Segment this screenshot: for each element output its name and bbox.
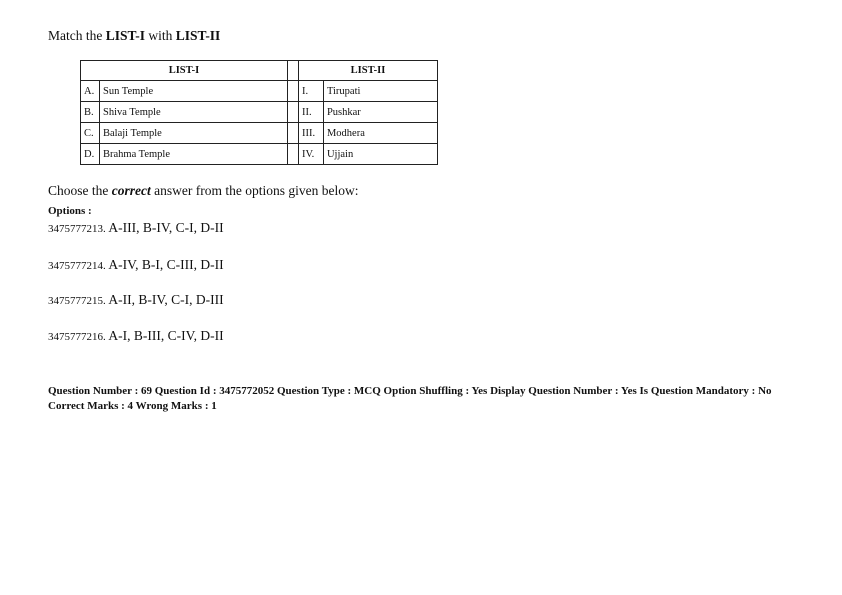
row-gap [287, 102, 298, 123]
option-id: 3475777215. [48, 295, 106, 307]
option-item[interactable] [48, 328, 224, 344]
intro-mid: with [145, 28, 176, 43]
intro-list2: LIST-II [175, 28, 221, 43]
right-code: IV. [298, 144, 323, 165]
right-text: Ujjain [323, 144, 437, 165]
options-label: Options : [48, 205, 92, 217]
row-gap [287, 123, 298, 144]
right-code: II. [298, 102, 323, 123]
left-code: D. [81, 144, 100, 165]
table-row [81, 81, 438, 102]
right-code: I. [298, 81, 323, 102]
prompt-emphasis: correct [111, 183, 151, 198]
table-row [81, 144, 438, 165]
option-text: A-IV, B-I, C-III, D-II [108, 257, 224, 272]
row-gap [287, 144, 298, 165]
left-text: Brahma Temple [100, 144, 288, 165]
intro-prefix: Match the [48, 28, 106, 43]
meta-line-1: Question Number : 69 Question Id : 3475772052 Question Type : MCQ Option Shuffling : Yes Display Question Number : Yes Is Question Mandatory : No [48, 385, 772, 397]
right-code: III. [298, 123, 323, 144]
option-text: A-I, B-III, C-IV, D-II [108, 328, 224, 343]
left-code: A. [81, 81, 100, 102]
right-text: Modhera [323, 123, 437, 144]
row-gap [287, 81, 298, 102]
option-id: 3475777213. [48, 223, 106, 235]
answer-prompt [48, 183, 358, 199]
option-id: 3475777214. [48, 260, 106, 272]
left-text: Shiva Temple [100, 102, 288, 123]
option-text: A-II, B-IV, C-I, D-III [108, 292, 224, 307]
question-meta [48, 384, 788, 414]
table-row [81, 102, 438, 123]
table-header-row [81, 61, 438, 81]
table-row [81, 123, 438, 144]
option-item[interactable] [48, 257, 224, 273]
intro-list1: LIST-I [105, 28, 146, 43]
option-id: 3475777216. [48, 331, 106, 343]
left-text: Sun Temple [100, 81, 288, 102]
prompt-suffix: answer from the options given below: [150, 183, 359, 198]
header-list1: LIST-I [81, 61, 288, 81]
option-text: A-III, B-IV, C-I, D-II [108, 220, 224, 235]
left-code: B. [81, 102, 100, 123]
header-list2: LIST-II [298, 61, 437, 81]
prompt-prefix: Choose the [48, 183, 112, 198]
left-text: Balaji Temple [100, 123, 288, 144]
question-intro [48, 28, 220, 44]
option-item[interactable] [48, 220, 224, 236]
right-text: Pushkar [323, 102, 437, 123]
left-code: C. [81, 123, 100, 144]
match-table [80, 60, 438, 165]
right-text: Tirupati [323, 81, 437, 102]
header-gap [287, 61, 298, 81]
meta-line-2: Correct Marks : 4 Wrong Marks : 1 [48, 400, 217, 412]
option-item[interactable] [48, 292, 224, 308]
